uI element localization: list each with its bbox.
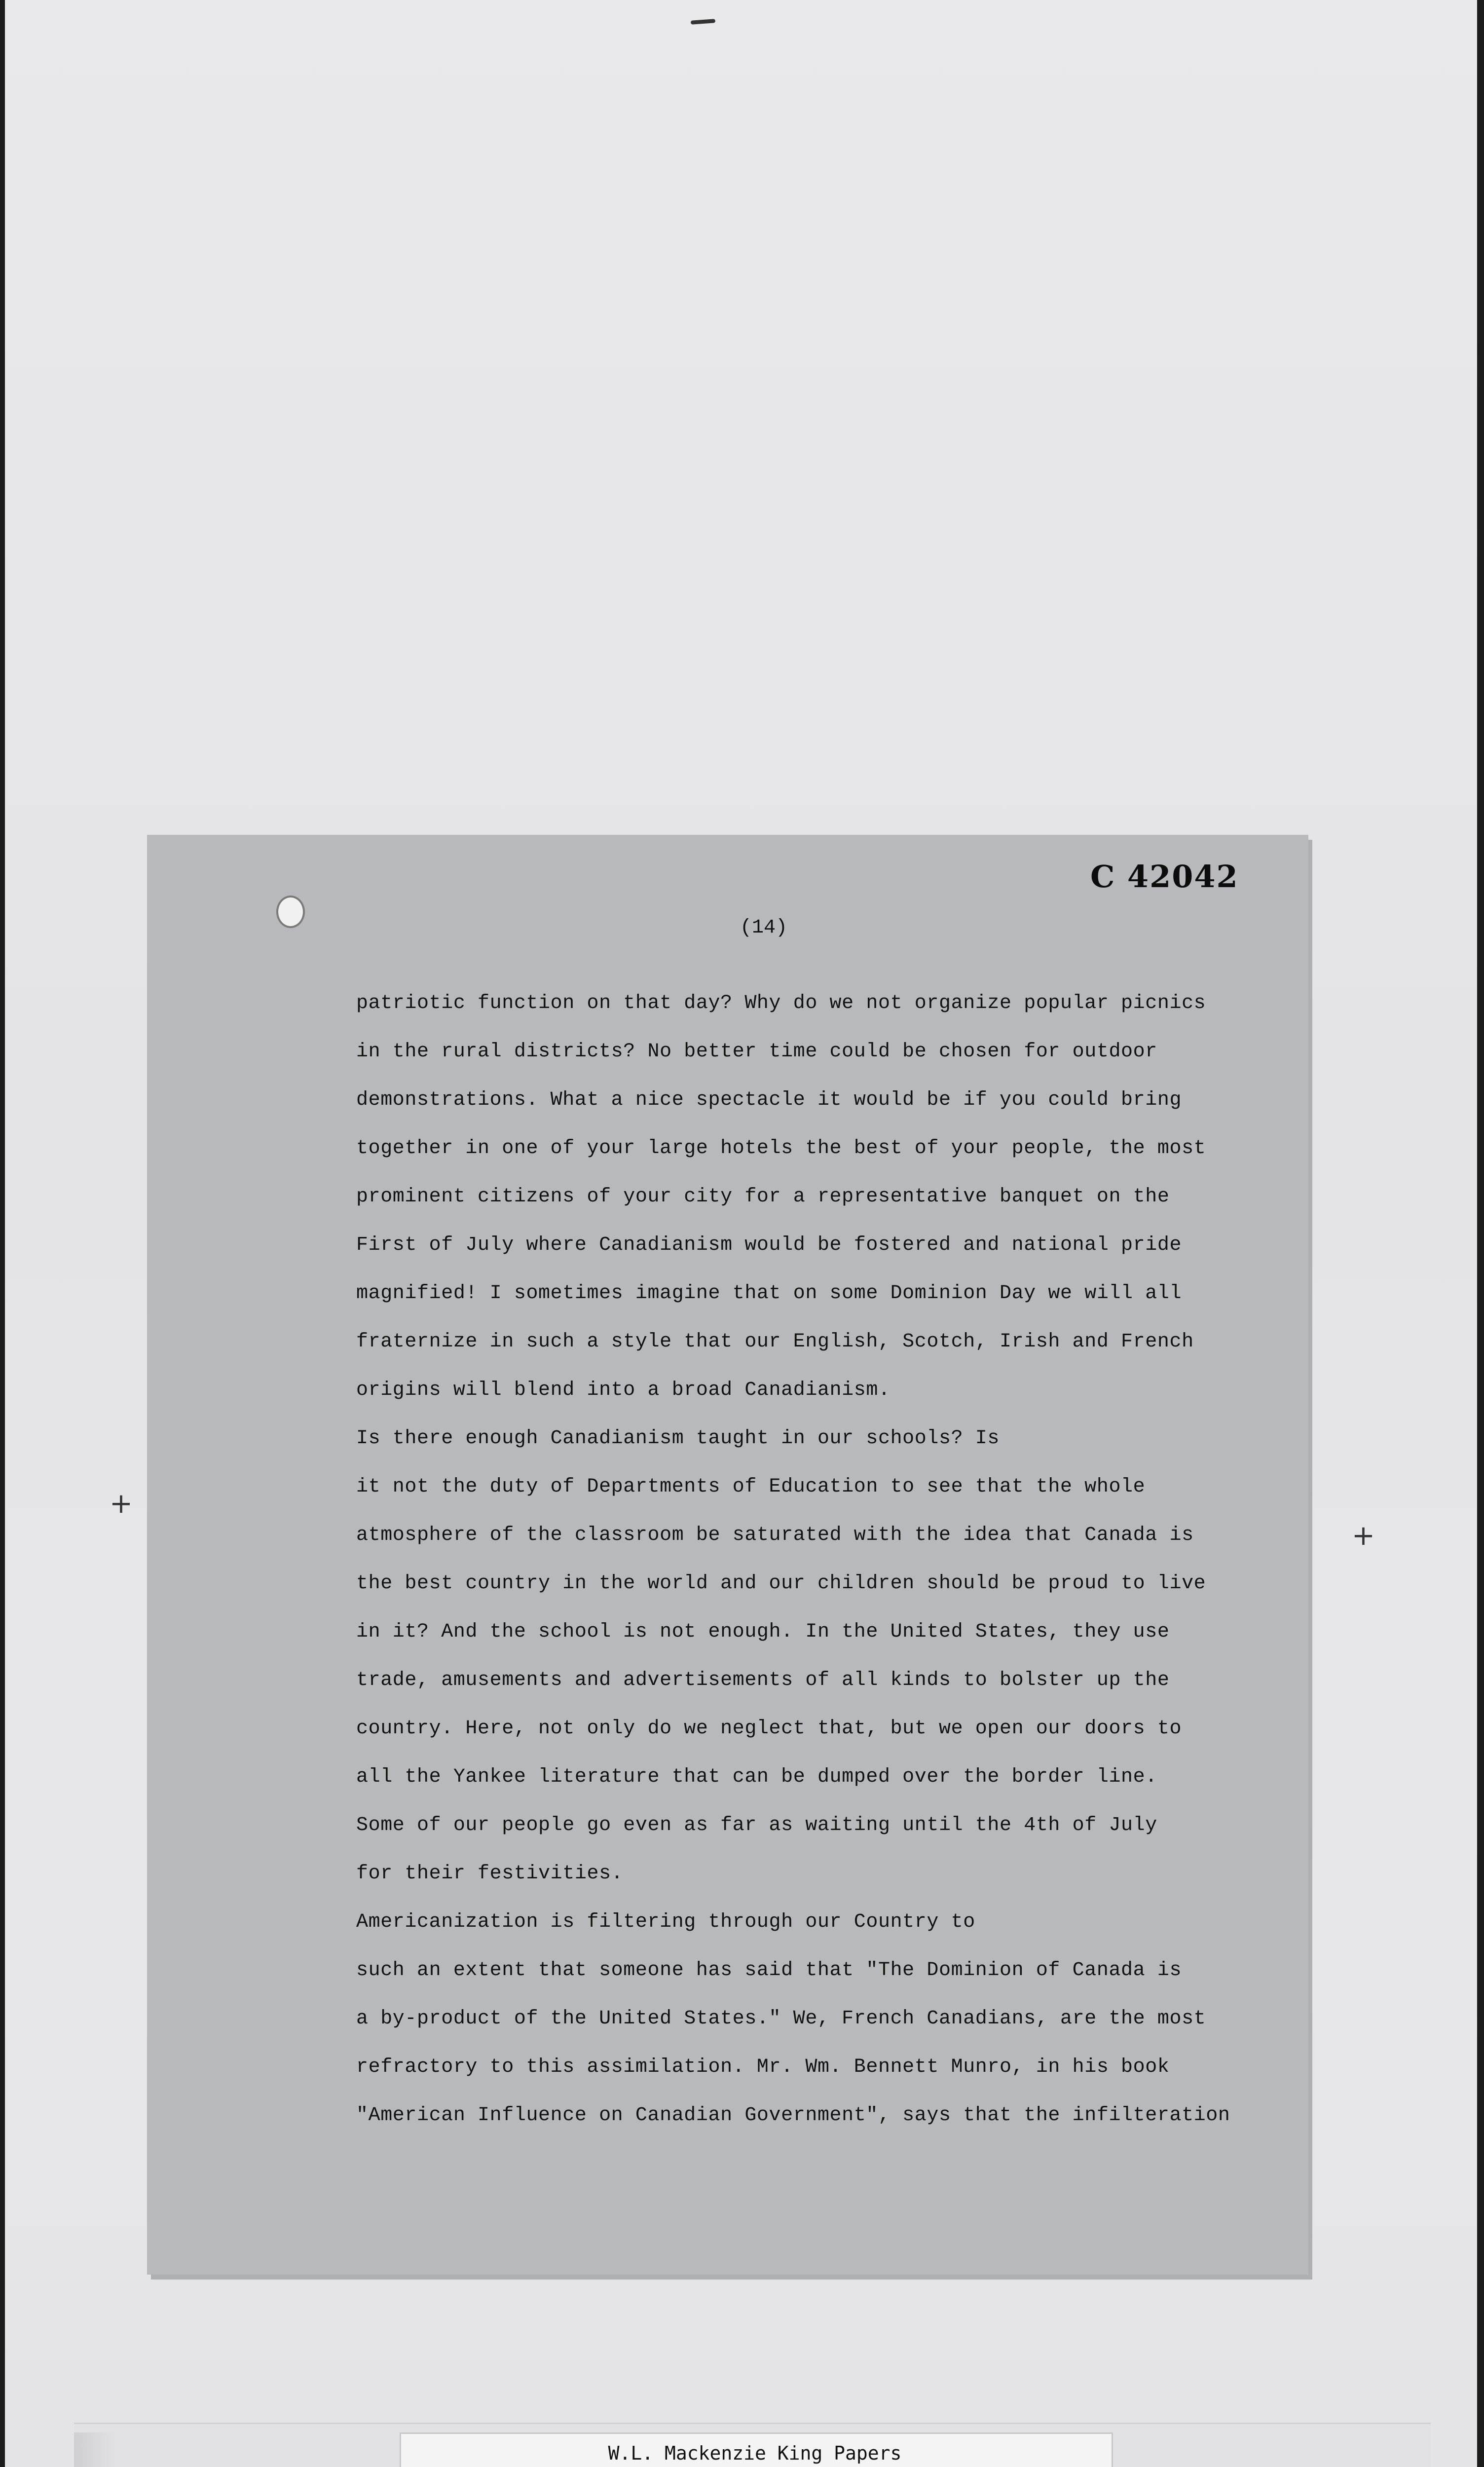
page-number: (14) <box>740 917 788 939</box>
text-line: origins will blend into a broad Canadianism. <box>356 1379 890 1401</box>
text-line: the best country in the world and our children should be proud to live <box>356 1572 1206 1595</box>
registration-mark-left: + <box>110 1488 133 1520</box>
text-line: Some of our people go even as far as waiting until the 4th of July <box>356 1814 1157 1836</box>
text-line: refractory to this assimilation. Mr. Wm. Bennett Munro, in his book <box>356 2056 1170 2078</box>
text-line: fraternize in such a style that our English, Scotch, Irish and French <box>356 1331 1194 1353</box>
registration-mark-right: + <box>1352 1520 1375 1552</box>
text-line: in it? And the school is not enough. In the United States, they use <box>356 1621 1170 1643</box>
text-line: such an extent that someone has said that "The Dominion of Canada is <box>356 1959 1182 1981</box>
text-line: Americanization is filtering through our Country to <box>356 1911 975 1933</box>
text-line: for their festivities. <box>356 1863 624 1885</box>
text-line: it not the duty of Departments of Education to see that the whole <box>356 1476 1146 1498</box>
text-line: atmosphere of the classroom be saturated with the idea that Canada is <box>356 1524 1194 1546</box>
punch-hole <box>276 896 305 928</box>
archive-number: C 42042 <box>1090 859 1239 895</box>
text-line: patriotic function on that day? Why do we not organize popular picnics <box>356 992 1206 1014</box>
text-line: country. Here, not only do we neglect that, but we open our doors to <box>356 1718 1182 1740</box>
body-text <box>356 992 1264 2141</box>
text-line: Is there enough Canadianism taught in our schools? Is <box>356 1427 1000 1450</box>
text-line: demonstrations. What a nice spectacle it would be if you could bring <box>356 1089 1182 1111</box>
text-line: magnified! I sometimes imagine that on some Dominion Day we will all <box>356 1282 1182 1305</box>
text-line: prominent citizens of your city for a representative banquet on the <box>356 1186 1170 1208</box>
text-line: trade, amusements and advertisements of all kinds to bolster up the <box>356 1669 1170 1691</box>
text-line: together in one of your large hotels the best of your people, the most <box>356 1137 1206 1159</box>
collection-name: W.L. Mackenzie King Papers <box>608 2442 902 2464</box>
film-left-edge <box>0 0 5 2467</box>
label-edge-shadow <box>74 2432 113 2467</box>
text-line: "American Influence on Canadian Government", says that the infilteration <box>356 2104 1230 2127</box>
text-line: all the Yankee literature that can be dumped over the border line. <box>356 1766 1157 1788</box>
text-line: a by-product of the United States." We, French Canadians, are the most <box>356 2008 1206 2030</box>
text-line: First of July where Canadianism would be fostered and national pride <box>356 1234 1182 1256</box>
film-right-edge <box>1477 0 1484 2467</box>
text-line: in the rural districts? No better time could be chosen for outdoor <box>356 1041 1157 1063</box>
